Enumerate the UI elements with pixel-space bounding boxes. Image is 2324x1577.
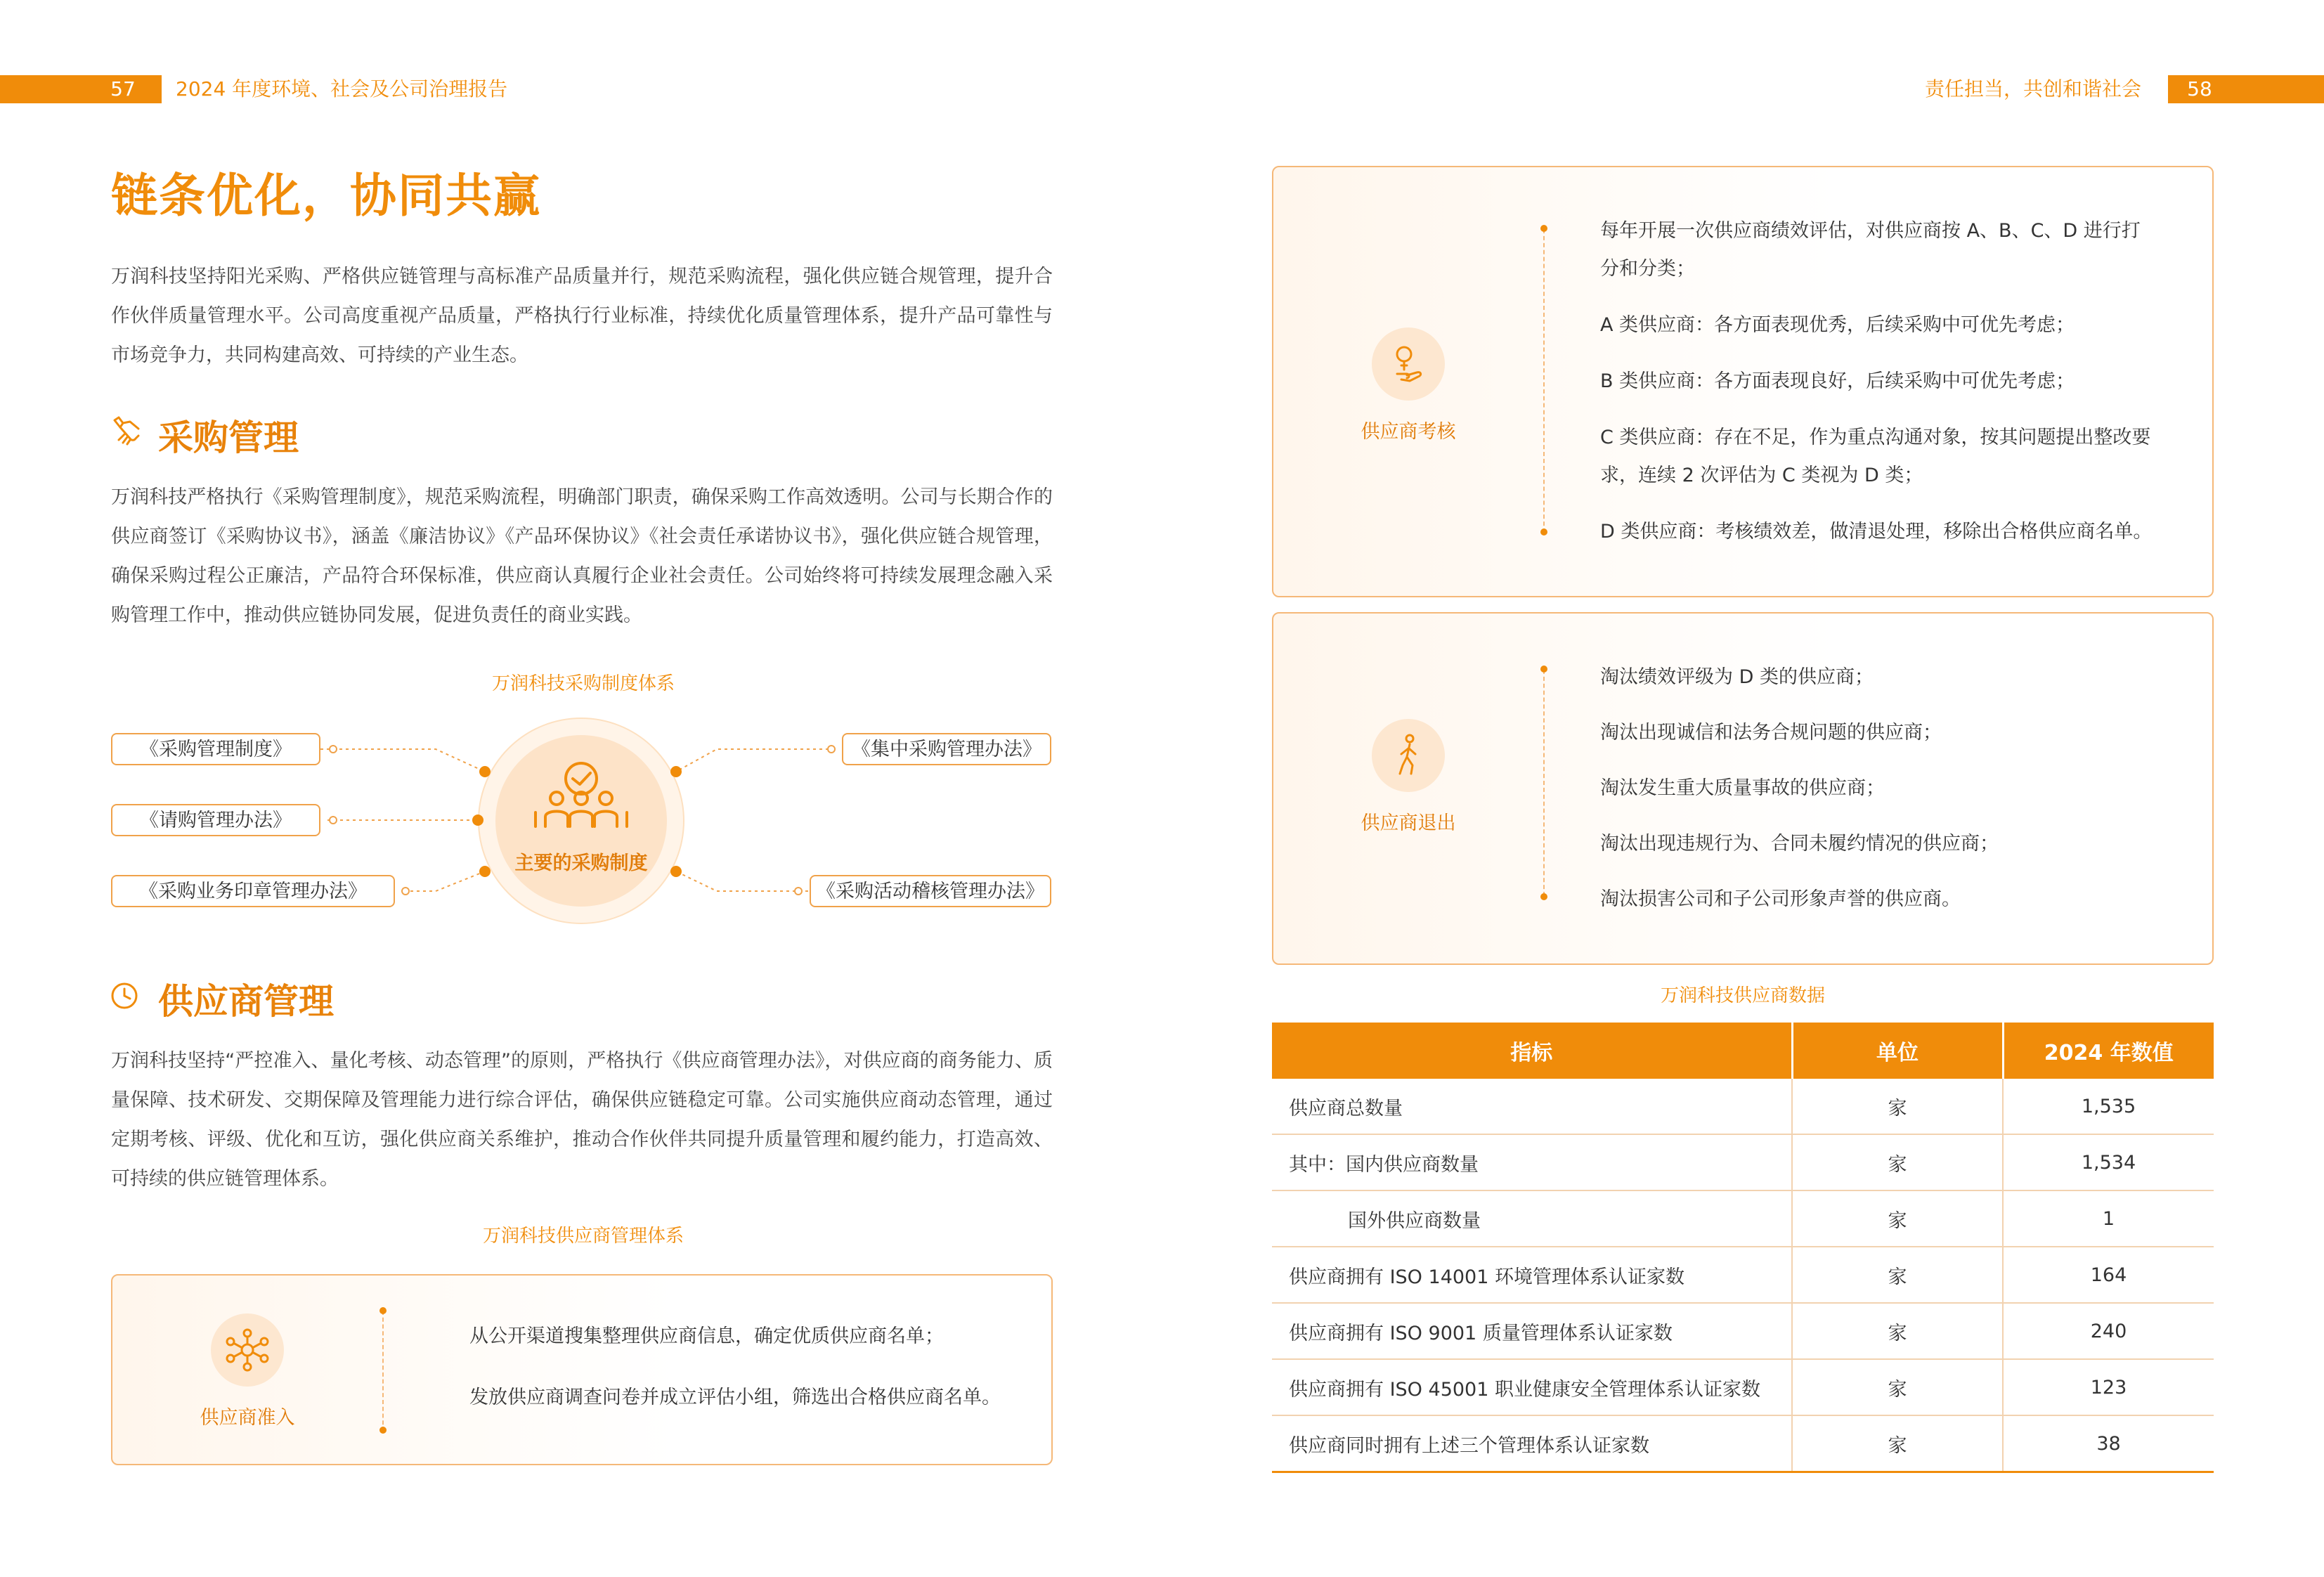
table-cell-unit: 家 — [1792, 1303, 2003, 1359]
procurement-center-label: 主要的采购制度 — [514, 852, 648, 874]
table-header-indicator: 指标 — [1272, 1023, 1792, 1079]
table-cell-unit: 家 — [1792, 1079, 2003, 1134]
admission-line-1: 从公开渠道搜集整理供应商信息，确定优质供应商名单； — [469, 1325, 944, 1347]
table-cell-indicator: 供应商总数量 — [1272, 1079, 1792, 1134]
table-cell-unit: 家 — [1792, 1190, 2003, 1247]
exit-line-3: 淘汰发生重大质量事故的供应商； — [1600, 777, 1885, 799]
team-icon — [528, 756, 634, 836]
procurement-diagram-caption: 万润科技采购制度体系 — [491, 673, 675, 694]
assessment-line-2: 分和分类； — [1600, 258, 1695, 280]
clock-icon — [109, 980, 140, 1014]
walking-person-icon — [1386, 733, 1431, 781]
table-cell-value: 164 — [2003, 1247, 2214, 1303]
assessment-line-7: D 类供应商：考核绩效差，做清退处理，移除出合格供应商名单。 — [1600, 521, 2153, 543]
supplier-heading: 供应商管理 — [158, 981, 334, 1022]
table-caption: 万润科技供应商数据 — [1660, 985, 1825, 1006]
exit-line-5: 淘汰损害公司和子公司形象声誉的供应商。 — [1600, 888, 1961, 910]
supplier-data-table — [1272, 1023, 2214, 1473]
left-page-number: 57 — [110, 77, 136, 100]
table-cell-value: 1 — [2003, 1190, 2214, 1247]
table-cell-indicator: 国外供应商数量 — [1272, 1190, 1792, 1247]
assessment-line-3: A 类供应商：各方面表现优秀，后续采购中可优先考虑； — [1600, 314, 2075, 336]
table-header-unit: 单位 — [1792, 1023, 2003, 1079]
admission-dot-bottom — [379, 1427, 387, 1434]
table-cell-value: 240 — [2003, 1303, 2214, 1359]
procurement-item-1: 《采购管理制度》 — [111, 733, 320, 765]
table-cell-value: 1,534 — [2003, 1134, 2214, 1190]
admission-divider — [382, 1311, 384, 1432]
procurement-item-2: 《请购管理办法》 — [111, 804, 320, 836]
procurement-paragraph: 万润科技严格执行《采购管理制度》，规范采购流程，明确部门职责，确保采购工作高效透明。公司与长期合作的供应商签订《采购协议书》，涵盖《廉洁协议》《产品环保协议》《社会责任承诺协议书》，强化供应链合规管理，确保采购过程公正廉洁，产品符合环保标准，供应商认真履行企业社会责任。公司始终将可持续发展理念融入采购管理工作中，推动供应链协同发展，促进负责任的商业实践。 — [111, 486, 1053, 626]
table-cell-value: 123 — [2003, 1359, 2214, 1415]
hand-key-icon — [1386, 342, 1431, 389]
supplier-admission-card — [111, 1274, 1053, 1465]
exit-dot-top — [1540, 666, 1547, 673]
table-row — [1272, 1134, 2214, 1190]
right-page-number: 58 — [2187, 77, 2212, 100]
supplier-paragraph: 万润科技坚持“严控准入、量化考核、动态管理”的原则，严格执行《供应商管理办法》，对供应商的商务能力、质量保障、技术研发、交期保障及管理能力进行综合评估，确保供应链稳定可靠。公司实施供应商动态管理，通过定期考核、评级、优化和互访，强化供应商关系维护，推动合作伙伴共同提升质量管理和履约能力，打造高效、可持续的供应链管理体系。 — [111, 1050, 1053, 1190]
right-header-title: 责任担当，共创和谐社会 — [1924, 77, 2141, 100]
supplier-exit-card — [1272, 612, 2214, 965]
exit-label: 供应商退出 — [1361, 812, 1456, 834]
table-cell-indicator: 供应商同时拥有上述三个管理体系认证家数 — [1272, 1415, 1792, 1472]
admission-dot-top — [379, 1307, 387, 1314]
assessment-label: 供应商考核 — [1361, 421, 1456, 443]
exit-dot-bottom — [1540, 893, 1547, 900]
table-cell-unit: 家 — [1792, 1415, 2003, 1472]
assessment-line-1: 每年开展一次供应商绩效评估，对供应商按 A、B、C、D 进行打 — [1600, 220, 2141, 242]
table-cell-unit: 家 — [1792, 1247, 2003, 1303]
exit-line-4: 淘汰出现违规行为、合同未履约情况的供应商； — [1600, 833, 1999, 855]
table-row — [1272, 1415, 2214, 1472]
assessment-divider — [1543, 229, 1545, 533]
assessment-dot-bottom — [1540, 528, 1547, 536]
assessment-line-4: B 类供应商：各方面表现良好，后续采购中可优先考虑； — [1600, 370, 2075, 392]
table-row — [1272, 1359, 2214, 1415]
procurement-heading: 采购管理 — [158, 417, 299, 458]
admission-label: 供应商准入 — [200, 1407, 295, 1429]
table-header-row — [1272, 1023, 2214, 1079]
table-cell-indicator: 供应商拥有 ISO 9001 质量管理体系认证家数 — [1272, 1303, 1792, 1359]
page-title: 链条优化，协同共赢 — [111, 169, 541, 223]
table-cell-unit: 家 — [1792, 1134, 2003, 1190]
procurement-item-4: 《集中采购管理办法》 — [842, 733, 1051, 765]
table-row — [1272, 1190, 2214, 1247]
procurement-item-5: 《采购活动稽核管理办法》 — [810, 875, 1051, 907]
table-header-value: 2024 年数值 — [2003, 1023, 2214, 1079]
exit-divider — [1543, 670, 1545, 896]
table-row — [1272, 1247, 2214, 1303]
admission-line-2: 发放供应商调查问卷并成立评估小组，筛选出合格供应商名单。 — [469, 1387, 1001, 1408]
assessment-dot-top — [1540, 225, 1547, 232]
intro-paragraph: 万润科技坚持阳光采购、严格供应链管理与高标准产品质量并行，规范采购流程，强化供应链合规管理，提升合作伙伴质量管理水平。公司高度重视产品质量，严格执行行业标准，持续优化质量管理体系，提升产品可靠性与市场竞争力，共同构建高效、可持续的产业生态。 — [111, 266, 1053, 366]
supplier-assessment-card — [1272, 166, 2214, 597]
network-icon — [225, 1328, 270, 1375]
assessment-line-5: C 类供应商：存在不足，作为重点沟通对象，按其问题提出整改要 — [1600, 427, 2151, 448]
table-row — [1272, 1303, 2214, 1359]
table-cell-value: 1,535 — [2003, 1079, 2214, 1134]
table-cell-value: 38 — [2003, 1415, 2214, 1472]
exit-line-2: 淘汰出现诚信和法务合规问题的供应商； — [1600, 722, 1942, 744]
assessment-line-6: 求，连续 2 次评估为 C 类视为 D 类； — [1600, 465, 1923, 486]
procurement-item-3: 《采购业务印章管理办法》 — [111, 875, 395, 907]
table-cell-indicator: 其中：国内供应商数量 — [1272, 1134, 1792, 1190]
table-row — [1272, 1079, 2214, 1134]
table-cell-indicator: 供应商拥有 ISO 45001 职业健康安全管理体系认证家数 — [1272, 1359, 1792, 1415]
table-cell-unit: 家 — [1792, 1359, 2003, 1415]
left-header-title: 2024 年度环境、社会及公司治理报告 — [176, 77, 508, 100]
table-cell-indicator: 供应商拥有 ISO 14001 环境管理体系认证家数 — [1272, 1247, 1792, 1303]
supplier-diagram-caption: 万润科技供应商管理体系 — [482, 1226, 684, 1247]
exit-line-1: 淘汰绩效评级为 D 类的供应商； — [1600, 666, 1874, 688]
